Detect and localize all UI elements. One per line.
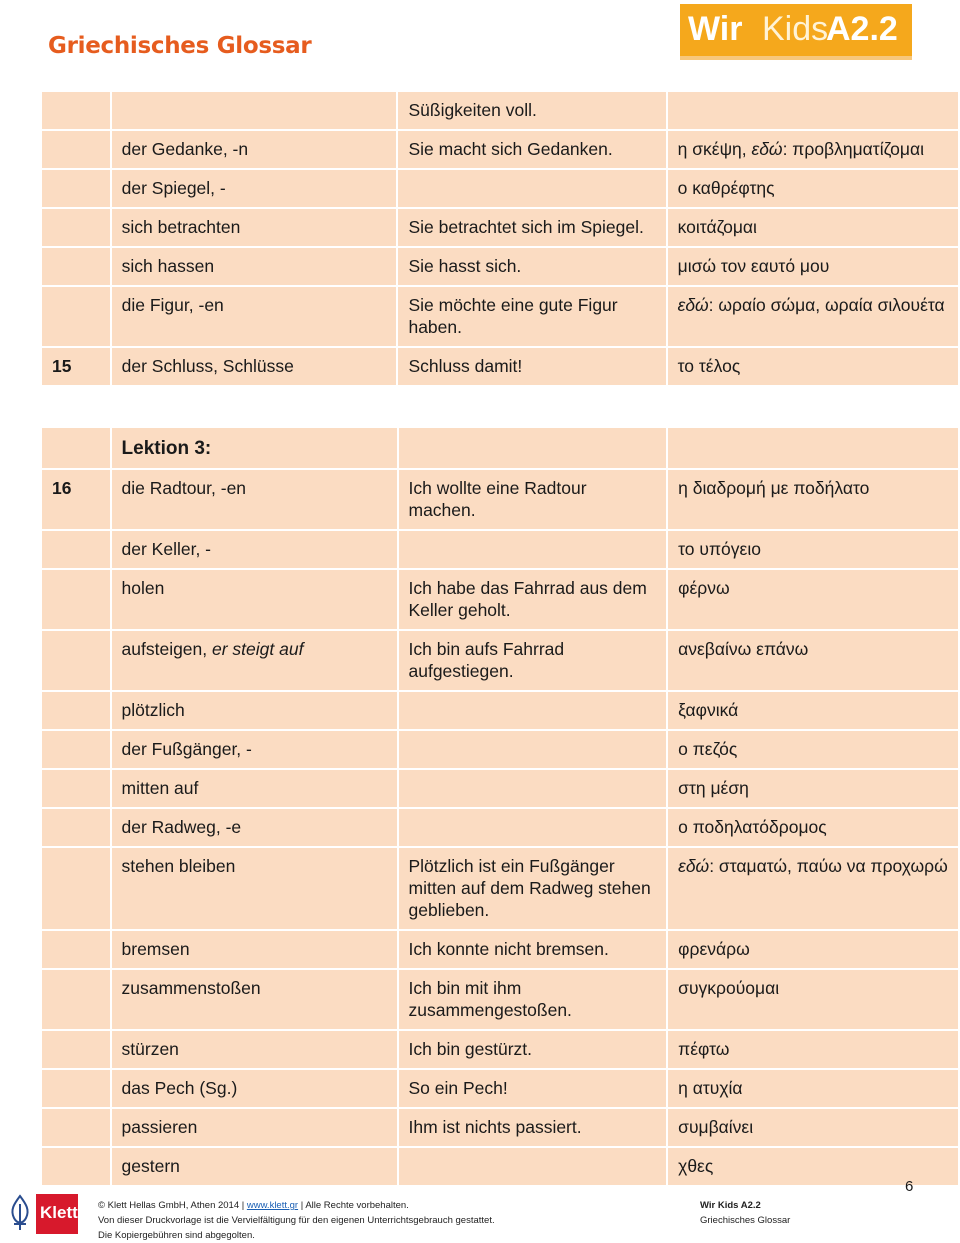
german-term [112, 1070, 397, 1107]
lesson-row [42, 428, 958, 468]
greek-translation [668, 970, 958, 1029]
greek-here: εδώ [677, 295, 709, 315]
lesson-empty-cell [668, 428, 958, 468]
greek-here: εδώ [678, 856, 710, 876]
greek-translation [668, 470, 958, 529]
german-term [112, 209, 397, 246]
greek-translation [668, 1031, 958, 1068]
german-term [112, 570, 397, 629]
table-row [42, 692, 958, 729]
german-term [112, 809, 397, 846]
example-sentence: Ich konnte nicht bremsen. [399, 931, 667, 968]
example-sentence: Schluss damit! [398, 348, 665, 385]
german-term-text: passieren [121, 1117, 198, 1137]
german-term-text: holen [121, 578, 165, 598]
footer-glossary: Griechisches Glossar [700, 1215, 791, 1226]
entry-number [42, 170, 110, 207]
greek-text: ανεβαίνω επάνω [678, 639, 809, 659]
greek-here: εδώ [751, 139, 783, 159]
table-row [42, 170, 958, 207]
greek-translation [668, 770, 958, 807]
entry-number: 15 [42, 348, 110, 385]
greek-translation [668, 931, 958, 968]
greek-translation [668, 731, 958, 768]
greek-text: το τέλος [677, 356, 741, 376]
greek-text: πέφτω [678, 1039, 730, 1059]
greek-text: το υπόγειο [678, 539, 761, 559]
footer-copyright: © Klett Hellas GmbH, Athen 2014 | [98, 1200, 247, 1211]
page-title: Griechisches Glossar [48, 33, 312, 59]
entry-number [42, 692, 110, 729]
lesson-title: Lektion 3: [112, 428, 397, 468]
entry-number [42, 848, 110, 929]
german-term [112, 248, 397, 285]
table-row [42, 931, 958, 968]
table-row [42, 848, 958, 929]
greek-text: μισώ τον εαυτό μου [677, 256, 830, 276]
table-row [42, 92, 958, 129]
greek-translation [668, 209, 958, 246]
table-row [42, 1109, 958, 1146]
logo-wir: Wir [688, 10, 743, 48]
german-term [112, 970, 397, 1029]
greek-text: συγκρούομαι [678, 978, 780, 998]
table-row [42, 1070, 958, 1107]
greek-text: : σταματώ, παύω να προχωρώ [709, 856, 948, 876]
german-term-text: der Spiegel, - [121, 178, 226, 198]
greek-translation [668, 570, 958, 629]
german-term [112, 470, 397, 529]
greek-text: ο ποδηλατόδρομος [678, 817, 827, 837]
greek-text: ο πεζός [678, 739, 738, 759]
german-term [112, 92, 397, 129]
german-term [112, 170, 397, 207]
greek-text: συμβαίνει [678, 1117, 754, 1137]
german-term [112, 931, 397, 968]
german-term-text: gestern [121, 1156, 180, 1176]
greek-translation [668, 287, 958, 346]
german-term [112, 531, 397, 568]
example-sentence [398, 170, 665, 207]
table-row [42, 770, 958, 807]
entry-number [42, 731, 110, 768]
german-term-text: der Radweg, -e [121, 817, 242, 837]
footer-line-2: Von dieser Druckvorlage ist die Vervielfältigung für den eigenen Unterrichtsgebrauch gestattet. [98, 1215, 495, 1226]
greek-text: η ατυχία [678, 1078, 743, 1098]
german-term-text: aufsteigen, [121, 639, 212, 659]
german-term-text: die Figur, -en [121, 295, 224, 315]
table-row [42, 348, 958, 385]
german-term [112, 1031, 397, 1068]
table-row [42, 1148, 958, 1185]
example-sentence: Sie betrachtet sich im Spiegel. [398, 209, 665, 246]
glossary-table-lesson-3 [40, 426, 960, 1187]
german-term-text: sich betrachten [121, 217, 241, 237]
german-term-text: die Radtour, -en [121, 478, 247, 498]
german-term [112, 848, 397, 929]
greek-text: : ωραίο σώμα, ωραία σιλουέτα [708, 295, 945, 315]
table-row [42, 970, 958, 1029]
wir-kids-logo [680, 4, 912, 58]
example-sentence [399, 1148, 667, 1185]
german-term [112, 1109, 397, 1146]
entry-number [42, 931, 110, 968]
greek-translation [668, 1148, 958, 1185]
example-sentence: Ich bin mit ihm zusammengestoßen. [399, 970, 667, 1029]
german-term-text: stehen bleiben [121, 856, 236, 876]
german-term [112, 348, 397, 385]
entry-number [42, 1070, 110, 1107]
german-term [112, 287, 397, 346]
greek-text: ο καθρέφτης [677, 178, 775, 198]
example-sentence [399, 692, 667, 729]
entry-number: 16 [42, 470, 110, 529]
example-sentence: Sie möchte eine gute Figur haben. [398, 287, 665, 346]
example-sentence: Ihm ist nichts passiert. [399, 1109, 667, 1146]
page-number: 6 [905, 1178, 914, 1195]
german-term-text: sich hassen [121, 256, 215, 276]
example-sentence: Plötzlich ist ein Fußgänger mitten auf dem Radweg stehen geblieben. [399, 848, 667, 929]
greek-translation [668, 92, 958, 129]
entry-number [42, 570, 110, 629]
table-row [42, 570, 958, 629]
entry-number [42, 287, 110, 346]
entry-number [42, 770, 110, 807]
greek-translation [668, 348, 958, 385]
example-sentence: Ich habe das Fahrrad aus dem Keller geholt. [399, 570, 667, 629]
german-term-text: das Pech (Sg.) [121, 1078, 238, 1098]
german-term [112, 631, 397, 690]
table-row [42, 1031, 958, 1068]
german-term [112, 770, 397, 807]
table-row [42, 248, 958, 285]
german-term-text: der Gedanke, -n [121, 139, 249, 159]
entry-number [42, 1031, 110, 1068]
greek-translation [668, 631, 958, 690]
greek-text: φρενάρω [678, 939, 750, 959]
german-term [112, 131, 397, 168]
german-term-text: zusammenstoßen [121, 978, 261, 998]
table-row [42, 131, 958, 168]
table-row [42, 287, 958, 346]
example-sentence: Sie hasst sich. [398, 248, 665, 285]
entry-number [42, 248, 110, 285]
footer-right [700, 1198, 790, 1228]
example-sentence [399, 731, 667, 768]
footer-book: Wir Kids A2.2 [700, 1200, 761, 1211]
entry-number [42, 631, 110, 690]
table-row [42, 531, 958, 568]
example-sentence [399, 809, 667, 846]
german-term-text: mitten auf [121, 778, 199, 798]
example-sentence: Süßigkeiten voll. [398, 92, 665, 129]
lesson-num-cell [42, 428, 110, 468]
footer-link[interactable]: www.klett.gr [246, 1200, 299, 1211]
entry-number [42, 92, 110, 129]
german-term-text: stürzen [121, 1039, 179, 1059]
footer-rights: | Alle Rechte vorbehalten. [298, 1200, 409, 1211]
german-term-text: bremsen [121, 939, 190, 959]
german-term [112, 692, 397, 729]
entry-number [42, 1109, 110, 1146]
table-row [42, 809, 958, 846]
german-term-text: plötzlich [121, 700, 185, 720]
table-row [42, 731, 958, 768]
greek-translation [668, 1109, 958, 1146]
german-term [112, 731, 397, 768]
greek-text: ξαφνικά [678, 700, 739, 720]
entry-number [42, 970, 110, 1029]
greek-translation [668, 131, 958, 168]
german-term [112, 1148, 397, 1185]
greek-text: η διαδρομή με ποδήλατο [678, 478, 870, 498]
entry-number [42, 131, 110, 168]
example-sentence: Ich bin gestürzt. [399, 1031, 667, 1068]
greek-translation [668, 809, 958, 846]
klett-symbol-icon [6, 1194, 34, 1232]
klett-logo-text: Klett [40, 1203, 78, 1222]
example-sentence: Ich wollte eine Radtour machen. [399, 470, 667, 529]
german-term-text: der Fußgänger, - [121, 739, 252, 759]
greek-translation [668, 170, 958, 207]
greek-text: φέρνω [678, 578, 730, 598]
example-sentence: Ich bin aufs Fahrrad aufgestiegen. [399, 631, 667, 690]
greek-prefix: η σκέψη, [677, 139, 752, 159]
german-term-text: der Keller, - [121, 539, 211, 559]
table-row [42, 470, 958, 529]
example-sentence [399, 531, 667, 568]
greek-translation [668, 848, 958, 929]
greek-translation [668, 531, 958, 568]
greek-text: : προβληματίζομαι [782, 139, 924, 159]
entry-number [42, 1148, 110, 1185]
klett-logo [4, 1192, 78, 1234]
entry-number [42, 809, 110, 846]
entry-number [42, 209, 110, 246]
greek-text: κοιτάζομαι [677, 217, 757, 237]
footer-left [98, 1198, 495, 1243]
glossary-table-top [40, 90, 960, 387]
greek-text: χθες [678, 1156, 714, 1176]
table-row [42, 209, 958, 246]
greek-text: στη μέση [678, 778, 749, 798]
greek-translation [668, 248, 958, 285]
greek-translation [668, 1070, 958, 1107]
german-term-form: er steigt auf [212, 639, 304, 659]
greek-translation [668, 692, 958, 729]
lesson-empty-cell [399, 428, 667, 468]
footer-line-3: Die Kopiergebühren sind abgegolten. [98, 1230, 255, 1241]
logo-strip [680, 56, 912, 60]
entry-number [42, 531, 110, 568]
german-term-text: der Schluss, Schlüsse [121, 356, 294, 376]
example-sentence: So ein Pech! [399, 1070, 667, 1107]
example-sentence [399, 770, 667, 807]
logo-kids: Kids [762, 10, 829, 48]
example-sentence: Sie macht sich Gedanken. [398, 131, 665, 168]
logo-level: A2.2 [826, 10, 898, 48]
table-row [42, 631, 958, 690]
